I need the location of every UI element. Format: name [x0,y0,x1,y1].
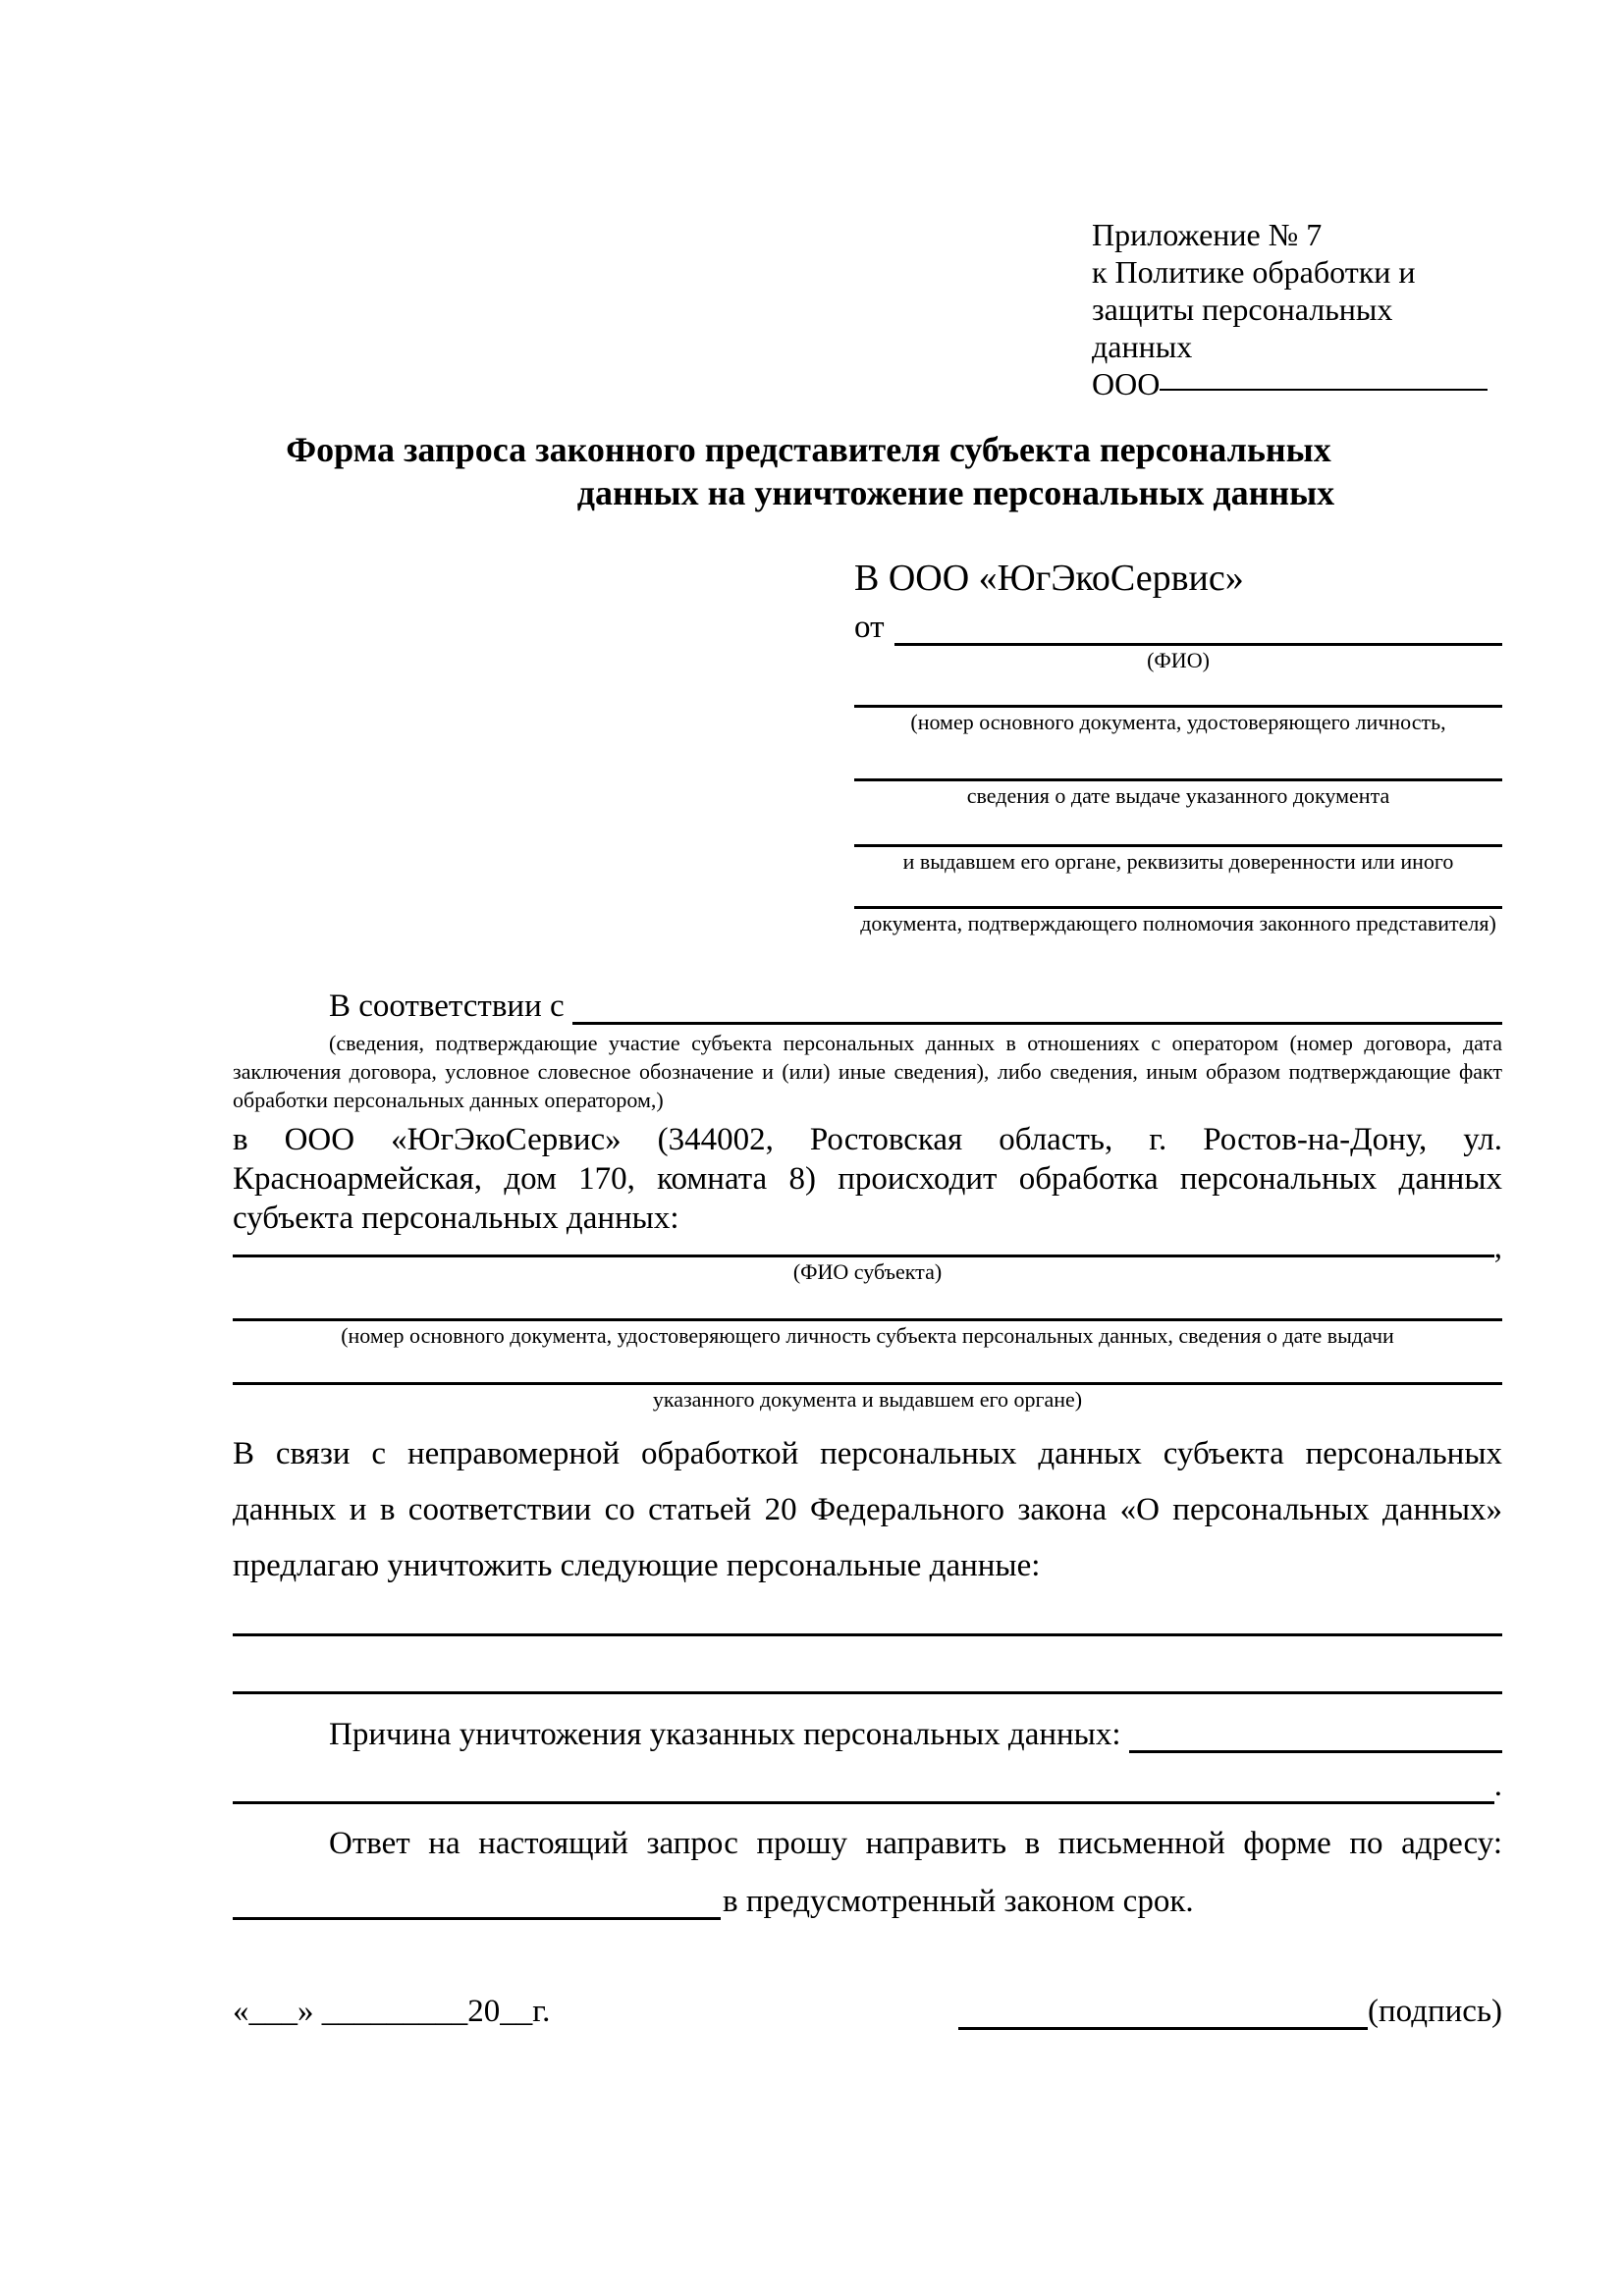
operator-paragraph: в ООО «ЮгЭкоСервис» (344002, Ростовская область, г. Ростов-на-Дону, ул. Красноармейская, дом 170, комната 8) происходит обработка персональных данных субъекта персональных данных: [233,1122,1502,1236]
reason-line-suffix: . [1493,1768,1502,1803]
addressee-organization: В ООО «ЮгЭкоСервис» [854,558,1244,599]
addressee-block [854,556,1502,936]
according-caption: (сведения, подтверждающие участие субъекта персональных данных в отношениях с оператором (номер договора, дата заключения договора, условное словесное обозначение и (или) иные сведения), либо сведения, иным образом подтверждающие факт обработки персональных данных оператором,) [233,1031,1502,1112]
subject-fio-field [233,1230,1502,1265]
subject-fio-caption: (ФИО субъекта) [792,1259,943,1284]
appendix-ooo-line [1092,365,1488,402]
representative-document-blank-line-4 [854,875,1502,909]
representative-document-blank-line-3 [854,809,1502,847]
signature-blank-line [958,2027,1368,2030]
address-field [233,1877,1502,1920]
appendix-header [1092,216,1488,402]
data-blank-line-2 [233,1636,1502,1694]
appendix-line-3: защиты персональных данных [1092,292,1393,364]
demand-paragraph: В связи с неправомерной обработкой персональных данных субъекта персональных данных и в соответствии со статьей 20 Федерального закона «О персональных данных» предлагаю уничтожить следующие персональные данные: [233,1436,1502,1583]
ooo-blank-line [1160,389,1488,391]
from-label: от [854,610,885,645]
representative-document-caption-2: сведения о дате выдаче указанного документа [966,783,1390,808]
reason-continuation-blank-line [233,1801,1494,1804]
subject-document-blank-line-2 [233,1349,1502,1385]
response-suffix: в предусмотренный законом срок. [723,1884,1194,1919]
representative-document-caption-3: и выдавшем его органе, реквизиты доверенности или иного [902,849,1454,874]
appendix-line-1: Приложение № 7 [1092,217,1323,252]
according-field [233,984,1502,1025]
ooo-label: ООО [1092,366,1161,401]
representative-document-blank-line-2 [854,735,1502,781]
document-body [233,984,1502,1920]
form-title-line-2: данных на уничтожение персональных данных [576,473,1335,512]
form-title-line-1: Форма запроса законного представителя субъекта персональных [286,430,1331,469]
according-blank-line [572,1022,1502,1025]
representative-document-blank-line-1 [854,673,1502,708]
subject-document-caption-2: указанного документа и выдавшем его органе) [652,1387,1083,1412]
form-title [233,428,1502,514]
appendix-line-2: к Политике обработки и [1092,254,1416,290]
reason-blank-line [1129,1750,1502,1753]
from-blank-line [894,643,1503,646]
according-prefix: В соответствии с [329,988,565,1024]
response-paragraph: Ответ на настоящий запрос прошу направить в письменной форме по адресу: [329,1826,1502,1861]
subject-document-caption-1: (номер основного документа, удостоверяющего личность субъекта персональных данных, сведения о дате выдачи [341,1323,1394,1348]
signature-caption: (подпись) [1368,1994,1502,2029]
address-blank-line [233,1917,721,1920]
document-footer [233,1991,1502,2030]
representative-document-caption-1: (номер основного документа, удостоверяющего личность, [910,710,1446,734]
representative-document-caption-4: документа, подтверждающего полномочия законного представителя) [860,911,1496,935]
subject-fio-line-suffix: , [1493,1230,1502,1265]
from-field [854,605,1502,646]
reason-prefix: Причина уничтожения указанных персональных данных: [329,1717,1121,1752]
subject-document-blank-line-1 [233,1285,1502,1321]
subject-fio-blank-line [233,1255,1494,1257]
fio-caption: (ФИО) [1147,648,1210,672]
reason-continuation-field [233,1753,1502,1804]
data-blank-line-1 [233,1594,1502,1636]
reason-field [233,1710,1502,1753]
date-blank-field: «___» _________20__г. [233,1994,551,2029]
